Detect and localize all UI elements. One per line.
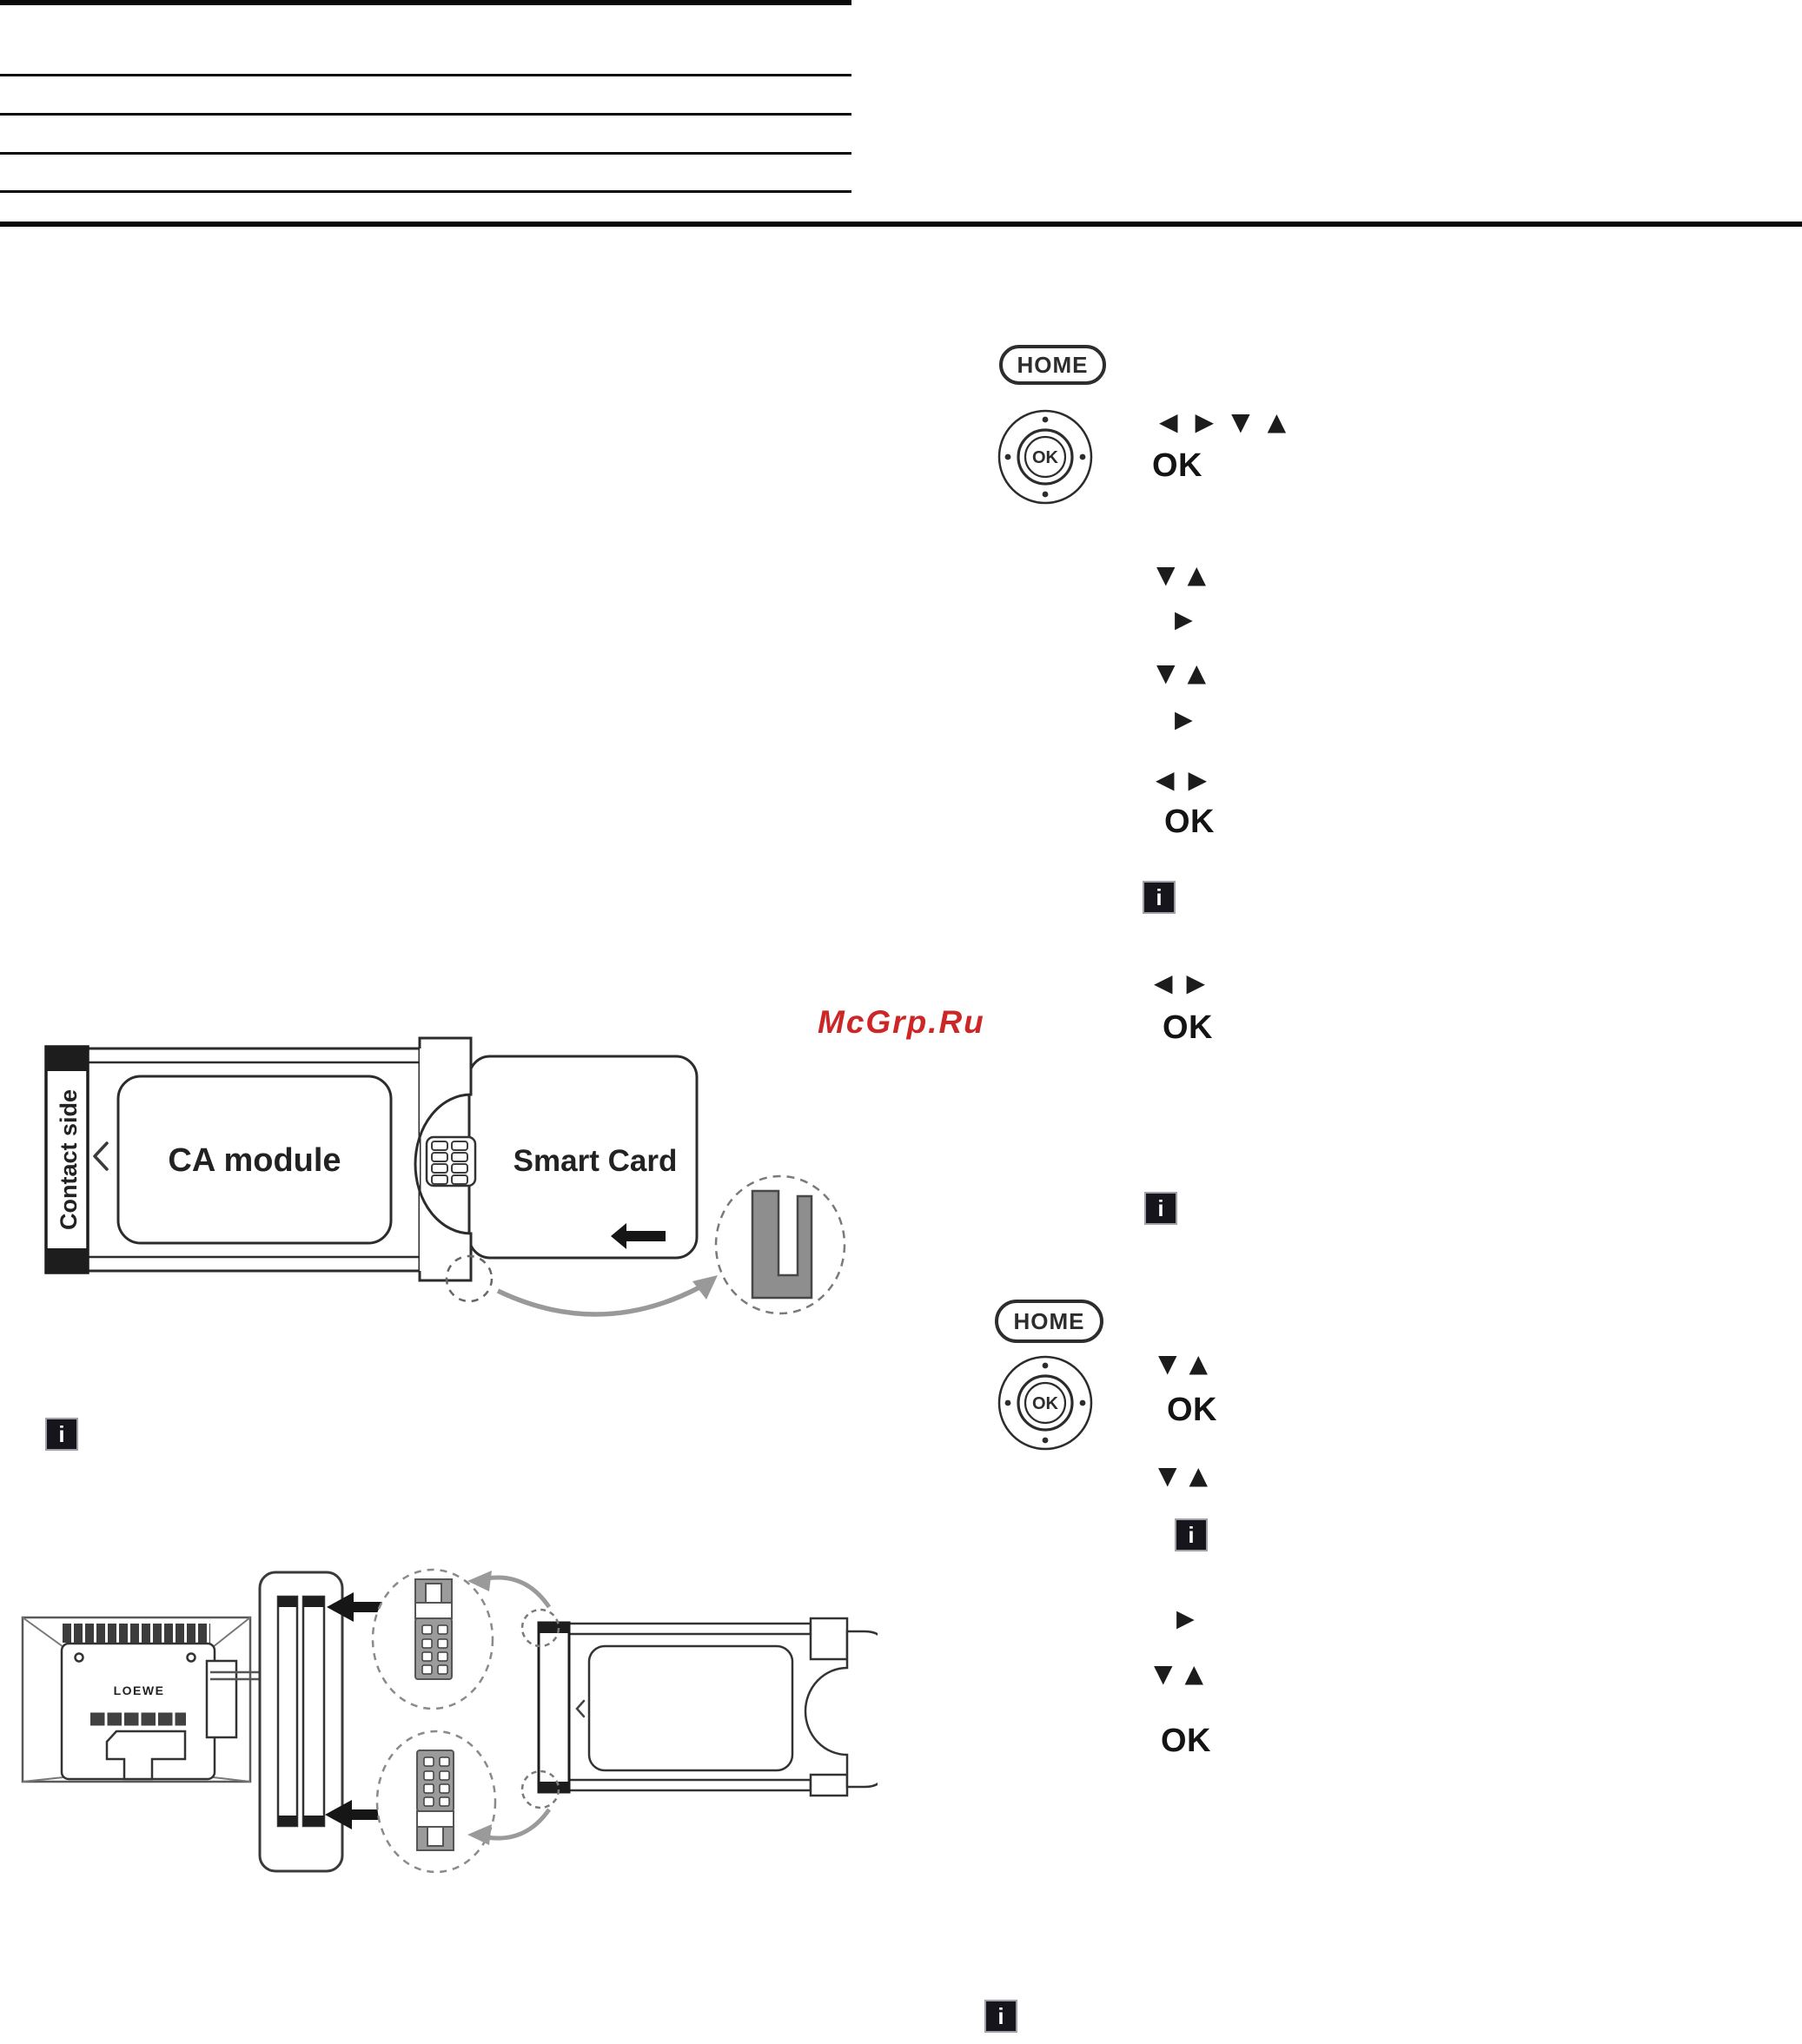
screw-icon bbox=[76, 1654, 83, 1662]
table-rule bbox=[0, 113, 851, 116]
smart-card bbox=[469, 1056, 697, 1258]
info-icon: i bbox=[1175, 1518, 1208, 1551]
home-button: HOME bbox=[999, 345, 1106, 385]
down-arrow-key-icon: ▼ bbox=[1158, 1349, 1177, 1378]
ok-directional-pad bbox=[996, 1353, 1095, 1452]
screw-icon bbox=[188, 1654, 195, 1662]
ok-key-label: OK bbox=[1161, 1723, 1211, 1759]
down-arrow-key-icon: ▼ bbox=[1154, 1659, 1173, 1688]
connector-detail-bottom bbox=[377, 1731, 495, 1872]
right-arrow-key-icon: ▶ bbox=[1186, 969, 1206, 997]
right-arrow-key-icon: ▶ bbox=[1175, 606, 1193, 633]
smart-card-chip bbox=[427, 1137, 475, 1186]
contact-side-strip bbox=[46, 1047, 88, 1273]
up-arrow-key-icon: ▲ bbox=[1189, 1461, 1209, 1490]
ca-module-side-view bbox=[467, 1571, 878, 1845]
right-arrow-key-icon: ▶ bbox=[1188, 765, 1208, 794]
down-arrow-key-icon: ▼ bbox=[1158, 1461, 1177, 1490]
smart-card-label: Smart Card bbox=[513, 1144, 678, 1178]
info-icon: i bbox=[984, 2000, 1017, 2033]
left-right-keys-row bbox=[1154, 971, 1205, 996]
ok-key-label: OK bbox=[1152, 447, 1202, 484]
magnify-arc-bottom bbox=[487, 1809, 549, 1838]
ok-pad-label: OK bbox=[1032, 1394, 1058, 1413]
ok-directional-pad bbox=[996, 407, 1095, 506]
ok-key-label: OK bbox=[1164, 804, 1215, 840]
info-icon: i bbox=[45, 1418, 78, 1451]
connector-detail-top bbox=[373, 1570, 493, 1709]
right-arrow-key-icon: ▶ bbox=[1175, 706, 1193, 733]
ok-key-label: OK bbox=[1163, 1009, 1213, 1046]
ok-key-label: OK bbox=[1167, 1392, 1217, 1428]
watermark: McGrp.Ru bbox=[818, 1004, 985, 1040]
tv-module-insertion-diagram bbox=[17, 1564, 878, 1881]
left-arrow-key-icon: ◀ bbox=[1159, 407, 1178, 436]
up-arrow-key-icon: ▲ bbox=[1267, 407, 1287, 436]
home-button: HOME bbox=[995, 1300, 1103, 1343]
ca-module-smart-card-diagram bbox=[39, 1034, 873, 1333]
ca-module-label: CA module bbox=[168, 1142, 341, 1179]
table-rule-top bbox=[0, 0, 851, 5]
info-icon: i bbox=[1144, 1192, 1177, 1225]
contact-side-label: Contact side bbox=[56, 1088, 82, 1231]
magnify-arc-top bbox=[487, 1578, 549, 1607]
table-rule bbox=[0, 74, 851, 76]
up-arrow-key-icon: ▲ bbox=[1189, 1349, 1209, 1378]
tv-brand-logo: LOEWE bbox=[113, 1683, 165, 1697]
section-divider-rule bbox=[0, 222, 1802, 227]
right-arrow-key-icon: ▶ bbox=[1195, 407, 1215, 436]
table-rule bbox=[0, 152, 851, 155]
up-arrow-key-icon: ▲ bbox=[1187, 560, 1207, 589]
info-icon: i bbox=[1143, 881, 1176, 914]
ci-slot-2 bbox=[303, 1597, 324, 1826]
up-arrow-key-icon: ▲ bbox=[1184, 1659, 1204, 1688]
left-right-keys-row bbox=[1156, 765, 1208, 794]
down-arrow-key-icon: ▼ bbox=[1231, 407, 1250, 436]
nav-keys-row bbox=[1159, 407, 1287, 436]
down-arrow-key-icon: ▼ bbox=[1156, 658, 1176, 687]
down-arrow-key-icon: ▼ bbox=[1156, 560, 1176, 589]
down-up-keys-row bbox=[1154, 1659, 1204, 1688]
down-up-keys-row bbox=[1156, 658, 1207, 687]
down-up-keys-row bbox=[1158, 1461, 1209, 1490]
tv-back-panel bbox=[23, 1617, 260, 1782]
down-up-keys-row bbox=[1156, 560, 1207, 589]
ca-module-body bbox=[88, 1038, 471, 1280]
down-up-keys-row bbox=[1158, 1349, 1209, 1378]
right-key-row bbox=[1175, 708, 1193, 731]
left-arrow-key-icon: ◀ bbox=[1156, 765, 1175, 794]
right-key-row bbox=[1175, 608, 1193, 632]
left-arrow-key-icon: ◀ bbox=[1154, 969, 1173, 997]
callout-curved-arrow bbox=[498, 1287, 699, 1314]
ok-pad-label: OK bbox=[1032, 448, 1058, 467]
ci-slot-holder bbox=[260, 1572, 342, 1871]
chevron-left-icon bbox=[577, 1701, 584, 1717]
up-arrow-key-icon: ▲ bbox=[1187, 658, 1207, 687]
ci-slot-1 bbox=[278, 1597, 297, 1826]
right-key-row bbox=[1176, 1607, 1195, 1631]
right-arrow-key-icon: ▶ bbox=[1176, 1605, 1195, 1632]
table-rule bbox=[0, 190, 851, 193]
